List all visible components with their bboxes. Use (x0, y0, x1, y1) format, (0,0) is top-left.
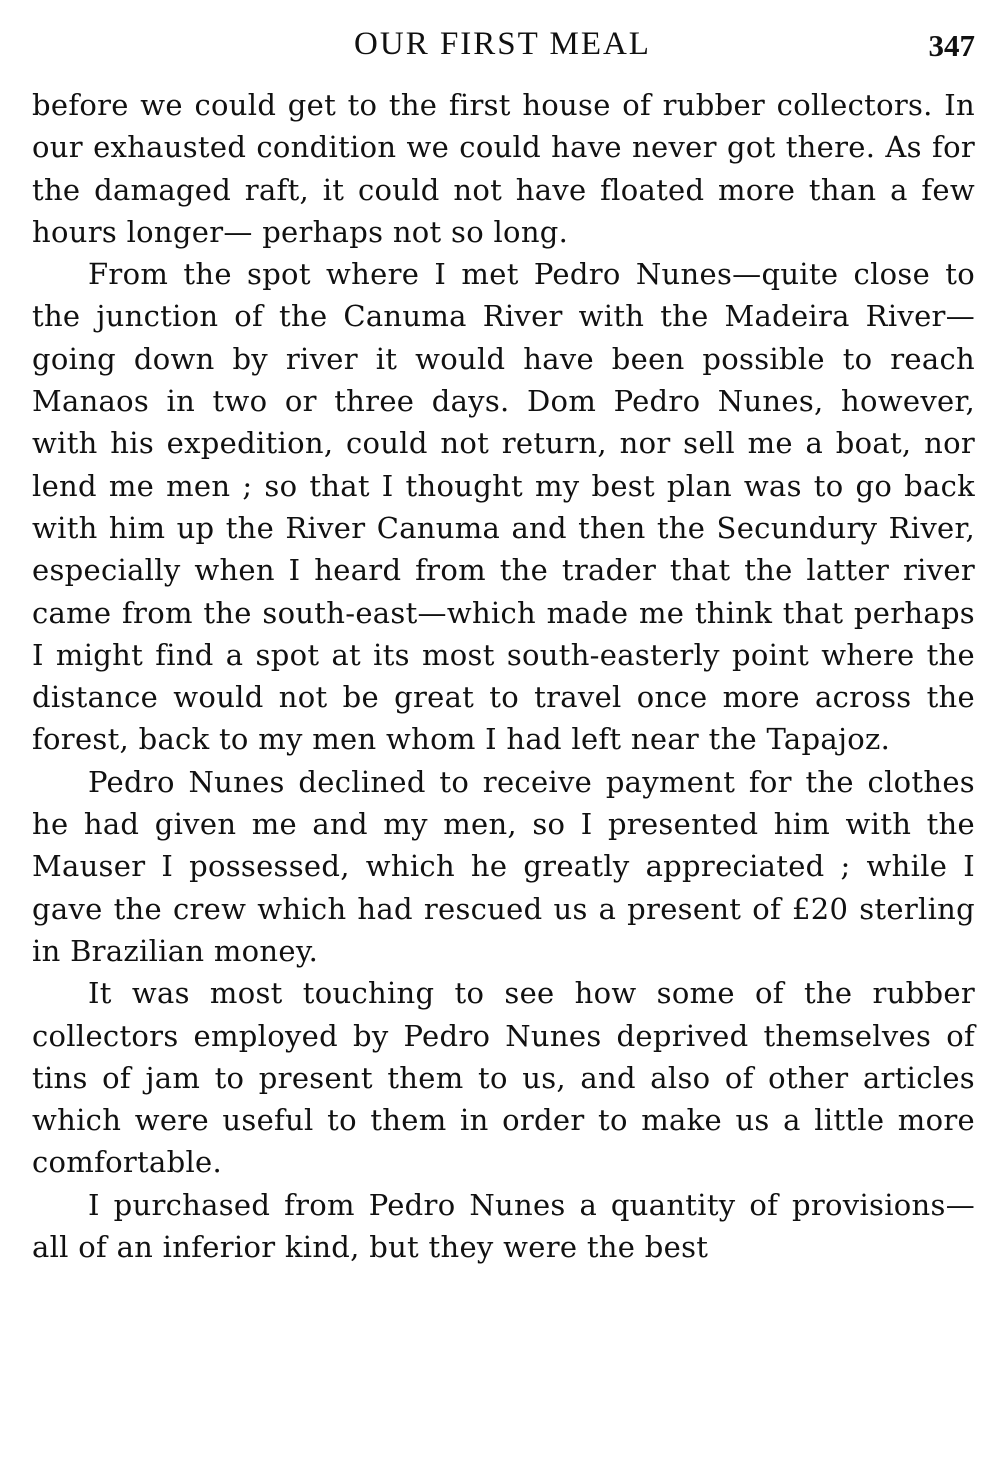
paragraph: It was most touching to see how some of the rubber collectors employed by Pedro Nunes deprived themselves of tins of jam to present them to us, and also of other articles which were useful to them in order to make us a little more comfortable. (32, 976, 975, 1180)
running-header (30, 22, 975, 72)
paragraph: From the spot where I met Pedro Nunes—quite close to the junction of the Canuma River with the Madeira River—going down by river it would have been possible to reach Manaos in two or three days. Dom Pedro Nunes, however, with his expedition, could not return, nor sell me a boat, nor lend me men ; so that I thought my best plan was to go back with him up the River Canuma and then the Secundury River, especially when I heard from the trader that the latter river came from the south-east—which made me think that perhaps I might find a spot at its most south-easterly point where the distance would not be great to travel once more across the forest, back to my men whom I had left near the Tapajoz. (32, 257, 975, 757)
body-text (32, 84, 975, 1268)
page-number: 347 (928, 28, 975, 63)
chapter-running-title: OUR FIRST MEAL (354, 26, 651, 62)
paragraph: I purchased from Pedro Nunes a quantity of provisions—all of an inferior kind, but they were the best (32, 1187, 975, 1265)
paragraph-continued: before we could get to the first house of rubber collectors. In our exhausted condition we could have never got there. As for the damaged raft, it could not have floated more than a few hours longer— perhaps not so long. (32, 88, 975, 249)
paragraph: Pedro Nunes declined to receive payment for the clothes he had given me and my men, so I presented him with the Mauser I possessed, which he greatly appreciated ; while I gave the crew which had rescued us a present of £20 sterling in Brazilian money. (32, 764, 975, 968)
